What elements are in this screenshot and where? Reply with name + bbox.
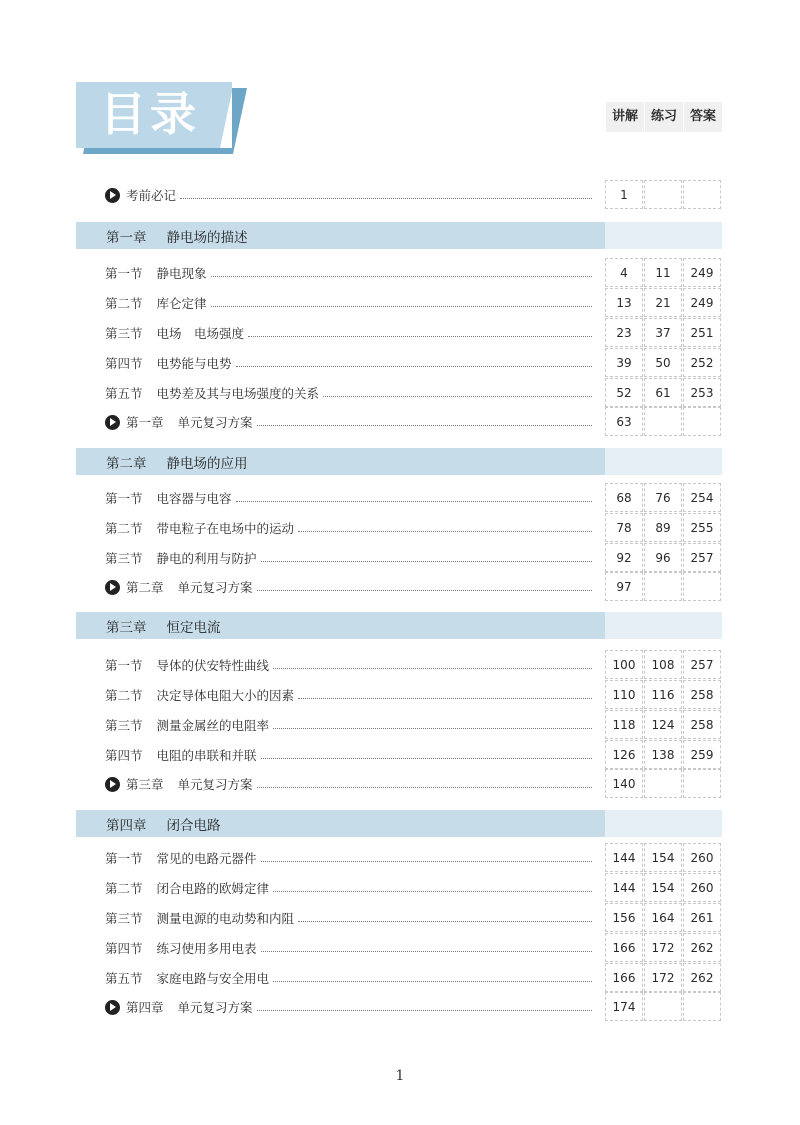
- page-cell-explain: 52: [605, 378, 643, 407]
- chapter-bar-extension: [605, 612, 722, 639]
- toc-label: [105, 650, 600, 680]
- toc-row-3-3[interactable]: [0, 710, 800, 740]
- page-cell-practice: 124: [644, 710, 682, 739]
- page-cell-explain: 63: [605, 407, 643, 436]
- play-arrow-icon: [105, 1000, 120, 1015]
- page-cell-practice: 96: [644, 543, 682, 572]
- section-prefix: 第一节: [105, 266, 143, 281]
- page-cell-answer: 259: [683, 740, 721, 769]
- toc-label: [105, 680, 600, 710]
- page-cell-answer: 260: [683, 843, 721, 872]
- page-cell-practice: 164: [644, 903, 682, 932]
- page-cell-practice: 108: [644, 650, 682, 679]
- page-cell-practice: [644, 572, 682, 601]
- section-title: 家庭电路与安全用电: [156, 971, 270, 986]
- page-cell-answer: 251: [683, 318, 721, 347]
- dot-leader: [261, 861, 592, 862]
- section-title: 电势差及其与电场强度的关系: [156, 386, 320, 401]
- chapter-prefix: 第三章: [106, 619, 147, 636]
- page-cell-practice: [644, 769, 682, 798]
- toc-row-1-4[interactable]: [0, 348, 800, 378]
- toc-row-3-4[interactable]: [0, 740, 800, 770]
- page-cell-answer: 260: [683, 873, 721, 902]
- toc-row-4-2[interactable]: [0, 873, 800, 903]
- chapter-prefix: 第二章: [106, 455, 147, 472]
- section-title: 闭合电路的欧姆定律: [156, 881, 270, 896]
- page-cell-answer: 254: [683, 483, 721, 512]
- page-cell-explain: 78: [605, 513, 643, 542]
- toc-label: [105, 769, 600, 799]
- play-arrow-icon: [105, 415, 120, 430]
- toc-row-1-5[interactable]: [0, 378, 800, 408]
- page-cell-answer: [683, 180, 721, 209]
- dot-leader: [298, 531, 592, 532]
- page-cell-answer: 249: [683, 258, 721, 287]
- toc-row-4-3[interactable]: [0, 903, 800, 933]
- section-prefix: 第三节: [105, 911, 143, 926]
- page-number: 1: [395, 1068, 405, 1084]
- page-cell-explain: 39: [605, 348, 643, 377]
- page-cell-answer: 249: [683, 288, 721, 317]
- section-title: 常见的电路元器件: [156, 851, 257, 866]
- section-prefix: 第一节: [105, 491, 143, 506]
- section-title: 电容器与电容: [156, 491, 232, 506]
- toc-label: [105, 903, 600, 933]
- chapter-bar-3[interactable]: [76, 612, 722, 639]
- toc-label: [105, 710, 600, 740]
- toc-row-4-review[interactable]: [0, 992, 800, 1022]
- page-cell-explain: 4: [605, 258, 643, 287]
- section-prefix: 第三节: [105, 551, 143, 566]
- page-cell-practice: 172: [644, 933, 682, 962]
- section-prefix: 第五节: [105, 386, 143, 401]
- review-title: 单元复习方案: [177, 580, 253, 595]
- section-prefix: 第三节: [105, 718, 143, 733]
- dot-leader: [211, 276, 592, 277]
- section-prefix: 第四节: [105, 356, 143, 371]
- page-cell-explain: 68: [605, 483, 643, 512]
- toc-row-1-review[interactable]: [0, 407, 800, 437]
- page-cell-practice: 154: [644, 843, 682, 872]
- page-cell-answer: [683, 572, 721, 601]
- toc-label: [105, 963, 600, 993]
- section-title: 静电的利用与防护: [156, 551, 257, 566]
- toc-row-3-1[interactable]: [0, 650, 800, 680]
- toc-label: [105, 873, 600, 903]
- page-cell-practice: [644, 407, 682, 436]
- page-cell-explain: 174: [605, 992, 643, 1021]
- section-prefix: 第三节: [105, 326, 143, 341]
- review-prefix: 第二章: [126, 580, 164, 595]
- toc-label: [105, 992, 600, 1022]
- page-cell-answer: 262: [683, 963, 721, 992]
- review-title: 单元复习方案: [177, 777, 253, 792]
- page-cell-answer: 252: [683, 348, 721, 377]
- section-title: 测量金属丝的电阻率: [156, 718, 270, 733]
- review-prefix: 第三章: [126, 777, 164, 792]
- chapter-bar-extension: [605, 222, 722, 249]
- section-title: 导体的伏安特性曲线: [156, 658, 270, 673]
- dot-leader: [323, 396, 592, 397]
- toc-row-4-4[interactable]: [0, 933, 800, 963]
- page-cell-answer: 253: [683, 378, 721, 407]
- page-cell-practice: 172: [644, 963, 682, 992]
- toc-row-2-3[interactable]: [0, 543, 800, 573]
- toc-row-1-2[interactable]: [0, 288, 800, 318]
- toc-row-3-review[interactable]: [0, 769, 800, 799]
- page-cell-answer: 258: [683, 710, 721, 739]
- dot-leader: [298, 698, 592, 699]
- section-title: 决定导体电阻大小的因素: [156, 688, 295, 703]
- dot-leader: [248, 336, 592, 337]
- dot-leader: [261, 951, 592, 952]
- review-prefix: 第四章: [126, 1000, 164, 1015]
- page-cell-answer: 255: [683, 513, 721, 542]
- page-cell-practice: 50: [644, 348, 682, 377]
- chapter-heading: [76, 448, 605, 475]
- page-cell-practice: 11: [644, 258, 682, 287]
- section-prefix: 第二节: [105, 521, 143, 536]
- page-cell-practice: [644, 992, 682, 1021]
- play-arrow-icon: [105, 777, 120, 792]
- page-cell-explain: 166: [605, 933, 643, 962]
- page-cell-practice: 138: [644, 740, 682, 769]
- toc-label: [105, 258, 600, 288]
- dot-leader: [257, 590, 592, 591]
- review-prefix: 第一章: [126, 415, 164, 430]
- play-arrow-icon: [105, 580, 120, 595]
- chapter-prefix: 第一章: [106, 229, 147, 246]
- toc-label: [105, 543, 600, 573]
- page-cell-explain: 140: [605, 769, 643, 798]
- page-cell-explain: 126: [605, 740, 643, 769]
- page-cell-practice: [644, 180, 682, 209]
- page-cell-practice: 116: [644, 680, 682, 709]
- section-prefix: 第五节: [105, 971, 143, 986]
- toc-row-1-1[interactable]: [0, 258, 800, 288]
- toc-row-4-1[interactable]: [0, 843, 800, 873]
- page-cell-explain: 156: [605, 903, 643, 932]
- page-title: 目录: [100, 87, 200, 141]
- chapter-prefix: 第四章: [106, 817, 147, 834]
- column-header-explain: 讲解: [606, 102, 644, 132]
- toc-row-2-review[interactable]: [0, 572, 800, 602]
- page-cell-explain: 1: [605, 180, 643, 209]
- page-cell-answer: 261: [683, 903, 721, 932]
- toc-label: [105, 513, 600, 543]
- chapter-bar-4[interactable]: [76, 810, 722, 837]
- column-header-practice: 练习: [645, 102, 683, 132]
- dot-leader: [273, 668, 592, 669]
- dot-leader: [236, 501, 592, 502]
- section-prefix: 第二节: [105, 881, 143, 896]
- dot-leader: [180, 198, 592, 199]
- page-cell-practice: 61: [644, 378, 682, 407]
- dot-leader: [273, 981, 592, 982]
- page-cell-explain: 144: [605, 873, 643, 902]
- column-header-answer: 答案: [684, 102, 722, 132]
- page-cell-explain: 13: [605, 288, 643, 317]
- chapter-title: 闭合电路: [166, 817, 221, 834]
- toc-row-4-5[interactable]: [0, 963, 800, 993]
- page-cell-explain: 92: [605, 543, 643, 572]
- dot-leader: [273, 891, 592, 892]
- page-cell-practice: 154: [644, 873, 682, 902]
- section-title: 静电现象: [156, 266, 207, 281]
- page-cell-practice: 76: [644, 483, 682, 512]
- section-prefix: 第一节: [105, 658, 143, 673]
- section-prefix: 第四节: [105, 748, 143, 763]
- chapter-bar-1[interactable]: [76, 222, 722, 249]
- section-title: 电场 电场强度: [156, 326, 245, 341]
- page-cell-explain: 166: [605, 963, 643, 992]
- toc-row-top-item[interactable]: [0, 180, 800, 210]
- page-cell-practice: 37: [644, 318, 682, 347]
- toc-title: 考前必记: [126, 188, 177, 203]
- page-cell-answer: [683, 769, 721, 798]
- page-cell-answer: 262: [683, 933, 721, 962]
- page-cell-explain: 100: [605, 650, 643, 679]
- toc-label: [105, 318, 600, 348]
- toc-label: [105, 483, 600, 513]
- dot-leader: [257, 1010, 592, 1011]
- chapter-title: 静电场的应用: [166, 455, 248, 472]
- toc-label: [105, 378, 600, 408]
- chapter-title: 静电场的描述: [166, 229, 248, 246]
- page-cell-explain: 23: [605, 318, 643, 347]
- chapter-bar-2[interactable]: [76, 448, 722, 475]
- section-prefix: 第二节: [105, 296, 143, 311]
- section-title: 练习使用多用电表: [156, 941, 257, 956]
- toc-label: [105, 933, 600, 963]
- section-prefix: 第一节: [105, 851, 143, 866]
- play-arrow-icon: [105, 188, 120, 203]
- dot-leader: [257, 787, 592, 788]
- section-title: 电阻的串联和并联: [156, 748, 257, 763]
- chapter-bar-extension: [605, 448, 722, 475]
- toc-label: [105, 348, 600, 378]
- page-cell-practice: 89: [644, 513, 682, 542]
- section-prefix: 第四节: [105, 941, 143, 956]
- page-cell-answer: 257: [683, 543, 721, 572]
- section-prefix: 第二节: [105, 688, 143, 703]
- page-cell-explain: 118: [605, 710, 643, 739]
- toc-row-1-3[interactable]: [0, 318, 800, 348]
- chapter-heading: [76, 222, 605, 249]
- dot-leader: [211, 306, 592, 307]
- section-title: 库仑定律: [156, 296, 207, 311]
- page-cell-explain: 97: [605, 572, 643, 601]
- page-cell-explain: 144: [605, 843, 643, 872]
- toc-row-3-2[interactable]: [0, 680, 800, 710]
- page-cell-answer: [683, 992, 721, 1021]
- toc-label: [105, 180, 600, 210]
- toc-label: [105, 288, 600, 318]
- dot-leader: [236, 366, 592, 367]
- page-cell-explain: 110: [605, 680, 643, 709]
- chapter-bar-extension: [605, 810, 722, 837]
- toc-row-2-2[interactable]: [0, 513, 800, 543]
- chapter-heading: [76, 810, 605, 837]
- dot-leader: [257, 425, 592, 426]
- page-cell-practice: 21: [644, 288, 682, 317]
- section-title: 电势能与电势: [156, 356, 232, 371]
- section-title: 测量电源的电动势和内阻: [156, 911, 295, 926]
- dot-leader: [261, 561, 592, 562]
- page-cell-answer: 257: [683, 650, 721, 679]
- toc-label: [105, 572, 600, 602]
- dot-leader: [261, 758, 592, 759]
- toc-label: [105, 407, 600, 437]
- page-cell-answer: 258: [683, 680, 721, 709]
- chapter-title: 恒定电流: [166, 619, 221, 636]
- toc-row-2-1[interactable]: [0, 483, 800, 513]
- review-title: 单元复习方案: [177, 1000, 253, 1015]
- review-title: 单元复习方案: [177, 415, 253, 430]
- toc-label: [105, 740, 600, 770]
- chapter-heading: [76, 612, 605, 639]
- section-title: 带电粒子在电场中的运动: [156, 521, 295, 536]
- dot-leader: [273, 728, 592, 729]
- page-cell-answer: [683, 407, 721, 436]
- dot-leader: [298, 921, 592, 922]
- toc-label: [105, 843, 600, 873]
